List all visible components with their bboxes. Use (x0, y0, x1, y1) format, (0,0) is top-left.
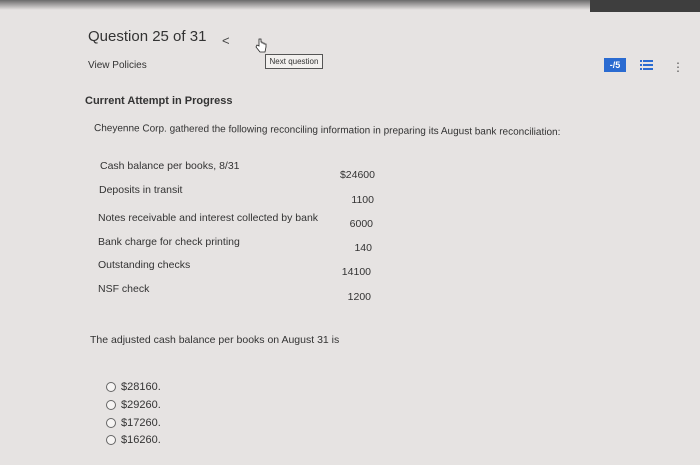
question-counter: Question 25 of 31 (88, 28, 207, 45)
row-value-bank-charge: 140 (354, 242, 372, 254)
hand-cursor-icon (254, 38, 268, 54)
radio-button[interactable] (106, 382, 116, 392)
option-label: $17260. (121, 417, 161, 429)
answer-option-c[interactable] (106, 417, 161, 429)
score-badge: -/5 (604, 58, 626, 72)
view-policies-link[interactable]: View Policies (88, 60, 147, 71)
option-label: $29260. (121, 399, 161, 411)
row-label-notes: Notes receivable and interest collected by bank (98, 212, 319, 224)
answer-option-a[interactable] (106, 381, 161, 393)
answer-option-d[interactable] (106, 434, 161, 446)
row-value-nsf: 1200 (347, 291, 371, 303)
row-label-bank-charge: Bank charge for check printing (98, 236, 240, 248)
row-label-cash-balance: Cash balance per books, 8/31 (100, 160, 240, 172)
top-right-bar (590, 0, 700, 12)
row-value-notes: 6000 (349, 218, 373, 230)
row-value-deposits: 1100 (351, 194, 374, 206)
row-label-nsf: NSF check (98, 283, 150, 295)
question-text: The adjusted cash balance per books on August 31 is (90, 334, 340, 346)
row-value-cash-balance: $24600 (339, 169, 375, 181)
list-icon[interactable] (640, 60, 653, 70)
row-label-outstanding: Outstanding checks (98, 259, 191, 271)
row-label-deposits: Deposits in transit (99, 184, 183, 196)
option-label: $16260. (121, 434, 161, 446)
row-value-outstanding: 14100 (341, 266, 371, 278)
option-label: $28160. (121, 381, 161, 393)
problem-intro: Cheyenne Corp. gathered the following reconciling information in preparing its August bank reconciliation: (93, 123, 561, 139)
radio-button[interactable] (106, 435, 116, 445)
previous-question-button[interactable]: < (222, 33, 230, 48)
radio-button[interactable] (106, 400, 116, 410)
radio-button[interactable] (106, 418, 116, 428)
attempt-status: Current Attempt in Progress (85, 95, 233, 107)
answer-option-b[interactable] (106, 399, 161, 411)
more-vertical-icon[interactable]: ⋮ (672, 60, 684, 74)
next-question-button[interactable]: Next question (265, 54, 323, 69)
